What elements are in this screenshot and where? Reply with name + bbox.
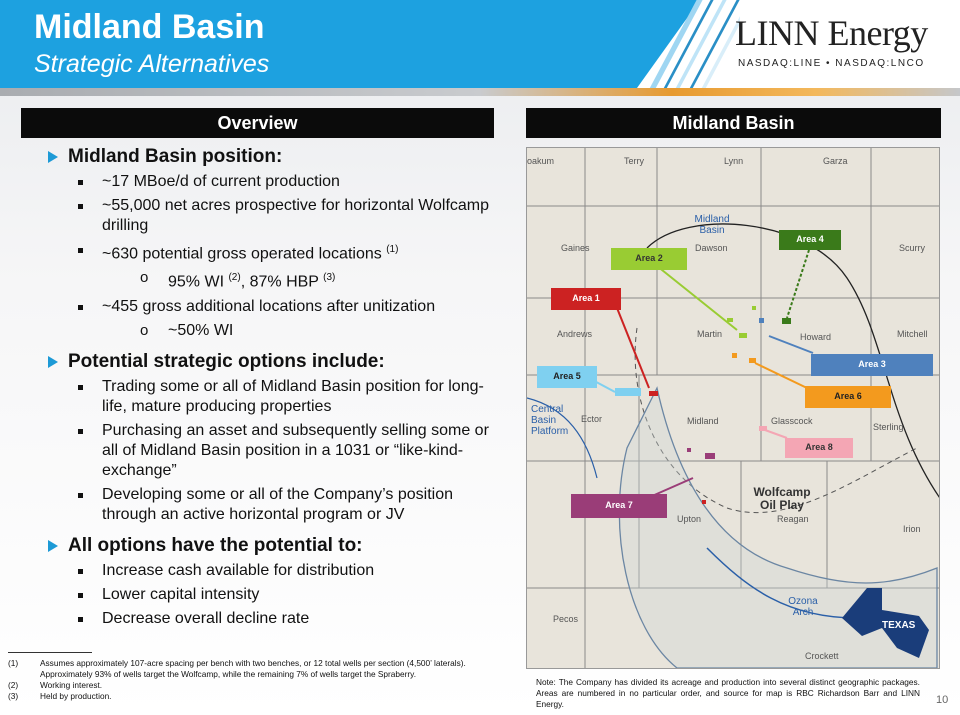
square-bullet-icon [78, 180, 83, 185]
region-label: Central Basin Platform [531, 404, 569, 437]
region-label: Midland Basin [694, 214, 730, 236]
county-label: Garza [823, 156, 848, 166]
list-item: ~55,000 net acres prospective for horizontal Wolfcamp drilling [48, 196, 498, 236]
list-item: Purchasing an asset and subsequently selling some or all of Midland Basin position in a 1031 or “like-kind-exchange” [48, 421, 498, 481]
map-heading: Midland Basin [526, 108, 941, 138]
area-label: Area 3 [858, 359, 886, 369]
page-subtitle: Strategic Alternatives [34, 50, 270, 78]
sub-list-item: o ~50% WI [140, 321, 234, 339]
square-bullet-icon [78, 617, 83, 622]
triangle-bullet-icon [48, 356, 58, 368]
overview-heading: Overview [21, 108, 494, 138]
county-label: Andrews [557, 329, 593, 339]
circle-bullet-icon: o [140, 269, 149, 287]
county-label: Howard [800, 332, 832, 342]
list-item: Lower capital intensity [48, 585, 498, 605]
area-label: Area 7 [605, 500, 633, 510]
area-label: Area 5 [553, 371, 581, 381]
region-label: Wolfcamp Oil Play [753, 485, 811, 512]
square-bullet-icon [78, 305, 83, 310]
county-label: Mitchell [897, 329, 928, 339]
square-bullet-icon [78, 569, 83, 574]
triangle-bullet-icon [48, 151, 58, 163]
county-label: Midland [687, 416, 719, 426]
county-label: Reagan [777, 514, 809, 524]
area-label: Area 1 [572, 293, 600, 303]
area-label: Area 8 [805, 442, 833, 452]
list-item: ~17 MBoe/d of current production [48, 172, 498, 192]
list-item: ~455 gross additional locations after unitization [48, 297, 498, 317]
footnote: (2) Working interest. [8, 680, 103, 690]
list-item: ~630 potential gross operated locations $^{(1)}$ [48, 240, 498, 264]
county-label: Sterling [873, 422, 904, 432]
region-label: Ozona Arch [788, 596, 818, 618]
ticker-symbols: NASDAQ:LINE • NASDAQ:LNCO [738, 58, 925, 69]
county-label: Upton [677, 514, 702, 524]
county-label: Dawson [695, 243, 728, 253]
header-stripes [600, 0, 740, 88]
area-label: Area 6 [834, 391, 862, 401]
footnotes [8, 658, 478, 702]
square-bullet-icon [78, 248, 83, 253]
county-label: Martin [697, 329, 723, 339]
midland-basin-map [526, 147, 940, 669]
square-bullet-icon [78, 593, 83, 598]
county-label: Irion [903, 524, 921, 534]
county-label: Lynn [724, 156, 744, 166]
accent-bar [0, 88, 960, 96]
company-logo: LINN Energy [735, 13, 928, 53]
footnote: (1) Assumes approximately 107-acre spacing per bench with two benches, or 12 total wells per section (4,500’ laterals). Approximately 93% of wells target the Wolfcamp, while the remaining 7% of wells target the Spraberry. [8, 658, 466, 679]
list-item: Increase cash available for distribution [48, 561, 498, 581]
county-label: Gaines [561, 243, 590, 253]
square-bullet-icon [78, 385, 83, 390]
texas-label: TEXAS [882, 620, 916, 631]
square-bullet-icon [78, 204, 83, 209]
square-bullet-icon [78, 429, 83, 434]
list-item: Trading some or all of Midland Basin position for long-life, mature producing properties [48, 377, 498, 417]
circle-bullet-icon: o [140, 321, 149, 339]
county-label: Ector [581, 414, 603, 424]
list-item: Developing some or all of the Company’s position through an active horizontal program or JV [48, 485, 498, 525]
area-label: Area 2 [635, 253, 663, 263]
county-label: Pecos [553, 614, 579, 624]
county-label: oakum [527, 156, 555, 166]
square-bullet-icon [78, 493, 83, 498]
triangle-bullet-icon [48, 540, 58, 552]
list-item: Decrease overall decline rate [48, 609, 498, 629]
section-title: Potential strategic options include: [48, 351, 498, 373]
section-title: All options have the potential to: [48, 535, 498, 557]
page-number: 10 [936, 694, 949, 706]
page-title: Midland Basin [34, 8, 265, 46]
footnote-divider [8, 652, 92, 653]
map-note: Note: The Company has divided its acreage and production into several distinct geographic packages. Areas are numbered in no particular order, and source for map is RBC Richardson Barr and LINN Energy. [536, 677, 920, 709]
county-label: Scurry [899, 243, 926, 253]
overview-content [48, 146, 498, 633]
footnote: (3) Held by production. [8, 691, 112, 701]
county-label: Terry [624, 156, 644, 166]
sub-list-item: o 95% WI $^{(2)}$, 87% HBP $^{(3)}$ [140, 269, 336, 291]
section-title: Midland Basin position: [48, 146, 498, 168]
area-label: Area 4 [796, 234, 824, 244]
county-label: Crockett [805, 651, 839, 661]
county-label: Glasscock [771, 416, 813, 426]
